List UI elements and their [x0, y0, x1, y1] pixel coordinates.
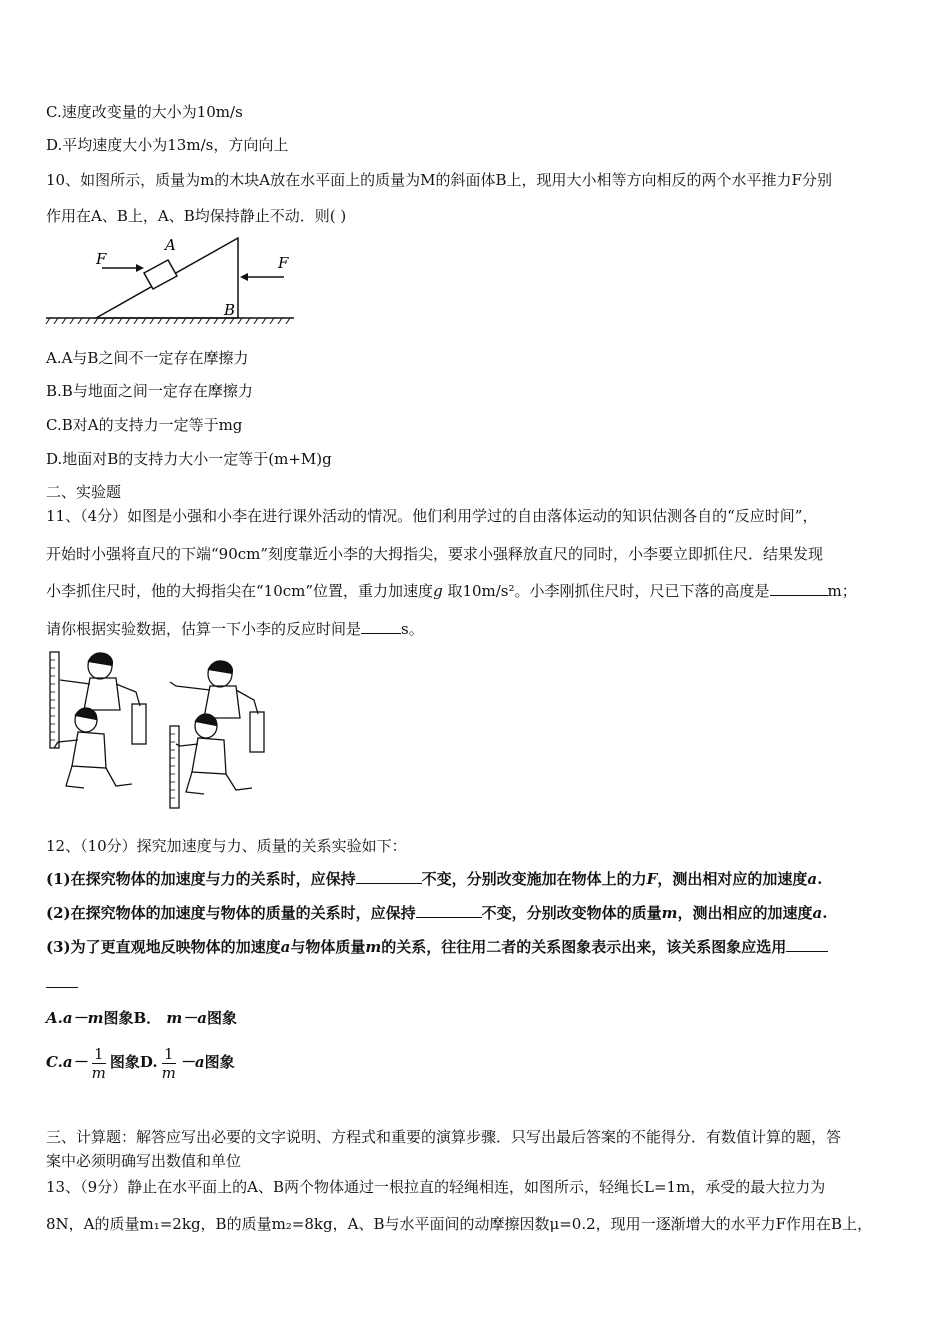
q12-opt-b-expr: m－a: [166, 1009, 207, 1027]
q12-opt-c-frac-num: 1: [92, 1045, 106, 1064]
q12-part1-f: F: [646, 870, 658, 888]
q12-opt-c-label: C.: [46, 1053, 63, 1071]
q12-part2-a: (2)在探究物体的加速度与物体的质量的关系时，应保持: [46, 904, 416, 922]
q12-part2-m: m: [661, 904, 678, 922]
q12-part2-c: ，测出相应的加速度: [677, 904, 813, 922]
q11-line3-c: m；: [827, 582, 857, 600]
section3-line2: 案中必须明确写出数值和单位: [46, 1152, 242, 1170]
ground-hatching: [46, 318, 290, 324]
q12-part1-d: .: [817, 870, 823, 888]
q12-opt-a-tail: 图象: [103, 1009, 134, 1027]
q11-line3-a: 小李抓住尺时，他的大拇指尖在“10cm”位置，重力加速度: [46, 582, 434, 600]
q11-symbol-g: g: [433, 582, 443, 600]
q12-opt-b-tail: 图象: [207, 1009, 238, 1027]
q12-opt-d-label: D.: [139, 1053, 158, 1071]
q12-part3-m: m: [365, 938, 382, 956]
q12-opt-a-label: A.: [46, 1009, 63, 1027]
force-arrowhead-right: [240, 273, 248, 281]
q10-incline-figure: [44, 232, 296, 330]
q11-blank-height[interactable]: [770, 581, 828, 596]
q12-opt-c-expr: a－: [62, 1053, 88, 1071]
section3-line1: 三、计算题：解答应写出必要的文字说明、方程式和重要的演算步骤．只写出最后答案的不能得分．有数值计算的题，答: [46, 1128, 842, 1146]
q12-part2-b: 不变，分别改变物体的质量: [481, 904, 662, 922]
q12-part2: [46, 903, 828, 923]
q12-part3-a: (3)为了更直观地反映物体的加速度: [46, 938, 281, 956]
kneeling-person-left: [54, 708, 132, 788]
label-a: A: [165, 236, 176, 254]
q12-blank-3b[interactable]: [46, 987, 78, 988]
q12-opt-b-label: B．: [133, 1009, 162, 1027]
ruler-left-ticks: [50, 660, 55, 740]
q12-part1-a: (1)在探究物体的加速度与力的关系时，应保持: [46, 870, 356, 888]
q12-part2-a-symbol: a: [812, 904, 823, 922]
q12-part1-c: ，测出相对应的加速度: [657, 870, 808, 888]
q10-option-b: B.B与地面之间一定存在摩擦力: [46, 382, 253, 400]
q12-part3-c: 的关系，往往用二者的关系图象表示出来，该关系图象应选用: [381, 938, 787, 956]
q12-blank-2[interactable]: [416, 903, 482, 918]
q12-blank-3a[interactable]: [786, 937, 828, 952]
q11-line3-b: 取10m/s²。小李刚抓住尺时，尺已下落的高度是: [442, 582, 770, 600]
q11-line4-a: 请你根据实验数据，估算一下小李的反应时间是: [46, 620, 362, 638]
q12-part2-d: .: [822, 904, 828, 922]
q11-reaction-time-figure: [44, 648, 270, 812]
q12-part3-a-symbol: a: [280, 938, 291, 956]
q12-part1: [46, 869, 822, 889]
q12-opt-c-frac-den: m: [91, 1063, 106, 1082]
q9-option-c: C.速度改变量的大小为10m/s: [46, 103, 243, 121]
force-arrowhead-left: [136, 264, 144, 272]
q12-opt-c-tail: 图象: [109, 1053, 140, 1071]
q12-opt-d-frac-den: m: [161, 1063, 176, 1082]
q12-opt-d-expr: －a: [179, 1053, 205, 1071]
q13-line2: 8N，A的质量m₁=2kg，B的质量m₂=8kg，A、B与水平面间的动摩擦因数μ=0.2，现用一逐渐增大的水平力F作用在B上，: [46, 1215, 873, 1233]
q12-title: 12、（10分）探究加速度与力、质量的关系实验如下：: [46, 837, 407, 855]
q10-stem-line2: 作用在A、B上，A、B均保持静止不动．则( ): [46, 207, 347, 225]
q12-options-cd: [46, 1042, 235, 1082]
q11-line2: 开始时小强将直尺的下端“90cm”刻度靠近小李的大拇指尖，要求小强释放直尺的同时，小李要立即抓住尺．结果发现: [46, 545, 824, 563]
q12-opt-c-fraction: [92, 1045, 106, 1082]
q12-opt-d-fraction: [162, 1045, 176, 1082]
kneeling-person-right: [176, 714, 252, 794]
q12-part3-b: 与物体质量: [290, 938, 366, 956]
q11-line1: 11、（4分）如图是小强和小李在进行课外活动的情况。他们利用学过的自由落体运动的知识估测各自的“反应时间”，: [46, 507, 818, 525]
ruler-right: [170, 726, 179, 808]
q12-blank-1[interactable]: [356, 869, 422, 884]
ruler-right-ticks: [170, 734, 175, 798]
label-f-right: F: [278, 254, 289, 272]
standing-person-right: [170, 661, 264, 752]
q11-line4: [46, 619, 424, 639]
q11-line4-b: s。: [401, 620, 424, 638]
standing-person-left: [60, 653, 146, 744]
q11-blank-time[interactable]: [361, 619, 401, 634]
q10-option-c: C.B对A的支持力一定等于mg: [46, 416, 243, 434]
label-f-left: F: [96, 250, 107, 268]
q10-stem-line1: 10、如图所示，质量为m的木块A放在水平面上的质量为M的斜面体B上，现用大小相等方向相反的两个水平推力F分别: [46, 171, 832, 189]
q9-option-d: D.平均速度大小为13m/s，方向向上: [46, 136, 289, 154]
q11-line3: [46, 581, 857, 601]
q10-option-d: D.地面对B的支持力大小一定等于(m+M)g: [46, 450, 332, 468]
q12-part1-b: 不变，分别改变施加在物体上的力: [421, 870, 647, 888]
q12-part1-a-symbol: a: [807, 870, 818, 888]
q12-opt-a-expr: a－m: [62, 1009, 104, 1027]
q12-options-ab: [46, 1008, 237, 1028]
q12-opt-d-tail: 图象: [204, 1053, 235, 1071]
q13-line1: 13、（9分）静止在水平面上的A、B两个物体通过一根拉直的轻绳相连，如图所示，轻绳长L=1m，承受的最大拉力为: [46, 1178, 826, 1196]
q12-part3: [46, 937, 828, 957]
label-b: B: [224, 301, 236, 319]
block-a: [144, 260, 177, 289]
q12-opt-d-frac-num: 1: [162, 1045, 176, 1064]
q10-option-a: A.A与B之间不一定存在摩擦力: [46, 349, 249, 367]
section2-title: 二、实验题: [46, 483, 122, 501]
